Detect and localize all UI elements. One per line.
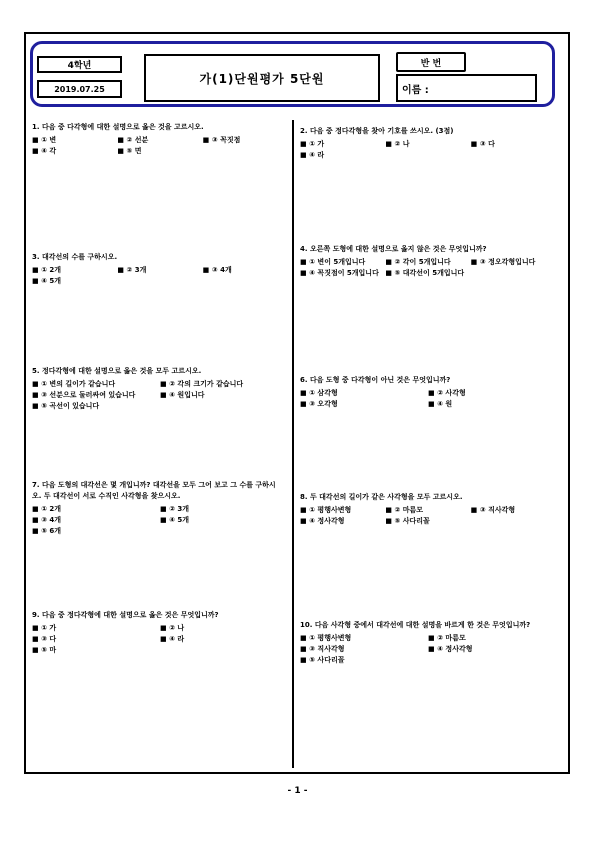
answer-option[interactable]: ■ ③ 직사각형 <box>300 644 422 655</box>
date-label: 2019.07.25 <box>37 80 122 98</box>
question-9 <box>32 610 282 656</box>
answer-option[interactable]: ■ ② 마름모 <box>428 633 550 644</box>
question-3 <box>32 252 282 287</box>
question-stem: 1. 다음 중 다각형에 대한 설명으로 옳은 것을 고르시오. <box>32 123 204 131</box>
question-stem: 4. 오른쪽 도형에 대한 설명으로 옳지 않은 것은 무엇입니까? <box>300 245 487 253</box>
answer-option[interactable]: ■ ③ 오각형 <box>300 399 422 410</box>
answer-option[interactable]: ■ ② 나 <box>385 139 464 150</box>
answer-option[interactable]: ■ ④ 원 <box>428 399 550 410</box>
answer-option[interactable]: ■ ⑤ 사다리꼴 <box>385 516 464 527</box>
name-field[interactable]: 이름 : <box>396 74 537 102</box>
answer-option[interactable]: ■ ① 2개 <box>32 265 111 276</box>
question-stem: 6. 다음 도형 중 다각형이 아닌 것은 무엇입니까? <box>300 376 451 384</box>
answer-option[interactable]: ■ ④ 원입니다 <box>160 390 282 401</box>
answer-option[interactable]: ■ ⑤ 대각선이 5개입니다 <box>385 268 464 279</box>
answer-option[interactable]: ■ ③ 다 <box>471 139 550 150</box>
answer-option[interactable]: ■ ① 변이 5개입니다 <box>300 257 379 268</box>
answer-option[interactable]: ■ ① 평행사변형 <box>300 633 422 644</box>
answer-option[interactable]: ■ ③ 4개 <box>203 265 282 276</box>
answer-option[interactable]: ■ ① 평행사변형 <box>300 505 379 516</box>
question-stem: 5. 정다각형에 대한 설명으로 옳은 것을 모두 고르시오. <box>32 367 202 375</box>
question-1 <box>32 122 282 157</box>
answer-option[interactable]: ■ ② 선분 <box>117 135 196 146</box>
answer-option[interactable]: ■ ④ 라 <box>300 150 379 161</box>
answer-option[interactable]: ■ ② 각이 5개입니다 <box>385 257 464 268</box>
answer-option[interactable]: ■ ⑤ 마 <box>32 645 154 656</box>
answer-option[interactable]: ■ ⑤ 곡선이 있습니다 <box>32 401 154 412</box>
answer-option[interactable]: ■ ① 가 <box>32 623 154 634</box>
question-stem: 3. 대각선의 수를 구하시오. <box>32 253 118 261</box>
answer-option[interactable]: ■ ④ 각 <box>32 146 111 157</box>
answer-option[interactable]: ■ ② 마름모 <box>385 505 464 516</box>
column-divider <box>292 120 294 768</box>
question-stem: 10. 다음 사각형 중에서 대각선에 대한 설명을 바르게 한 것은 무엇입니까? <box>300 621 531 629</box>
question-stem: 9. 다음 중 정다각형에 대한 설명으로 옳은 것은 무엇입니까? <box>32 611 219 619</box>
grade-label: 4학년 <box>37 56 122 73</box>
answer-option[interactable]: ■ ④ 5개 <box>160 515 282 526</box>
answer-option[interactable]: ■ ① 2개 <box>32 504 154 515</box>
answer-option[interactable]: ■ ④ 꼭짓점이 5개입니다 <box>300 268 379 279</box>
answer-option[interactable]: ■ ③ 선분으로 둘러싸여 있습니다 <box>32 390 154 401</box>
answer-option[interactable]: ■ ① 가 <box>300 139 379 150</box>
question-4 <box>300 244 550 279</box>
answer-option[interactable]: ■ ③ 다 <box>32 634 154 645</box>
answer-option[interactable]: ■ ④ 정사각형 <box>300 516 379 527</box>
question-8 <box>300 492 550 527</box>
answer-option[interactable]: ■ ② 각의 크기가 같습니다 <box>160 379 282 390</box>
question-stem: 7. 다음 도형의 대각선은 몇 개입니까? 대각선을 모두 그어 보고 그 수를 구하시오. 두 대각선이 서로 수직인 사각형을 찾으시오. <box>32 481 276 500</box>
answer-option[interactable]: ■ ① 삼각형 <box>300 388 422 399</box>
answer-option[interactable]: ■ ⑤ 사다리꼴 <box>300 655 422 666</box>
question-6 <box>300 375 550 410</box>
answer-option[interactable]: ■ ③ 직사각형 <box>471 505 550 516</box>
page-number: - 1 - <box>287 786 308 796</box>
answer-option[interactable]: ■ ① 변 <box>32 135 111 146</box>
answer-option[interactable]: ■ ③ 꼭짓점 <box>203 135 282 146</box>
answer-option[interactable]: ■ ③ 정오각형입니다 <box>471 257 550 268</box>
answer-option[interactable]: ■ ⑤ 6개 <box>32 526 154 537</box>
answer-option[interactable]: ■ ② 3개 <box>117 265 196 276</box>
question-10 <box>300 620 550 666</box>
question-stem: 2. 다음 중 정다각형을 찾아 기호를 쓰시오. (3점) <box>300 127 454 135</box>
answer-option[interactable]: ■ ④ 5개 <box>32 276 111 287</box>
page-title: 가(1)단원평가 5단원 <box>144 54 380 102</box>
answer-option[interactable]: ■ ⑤ 면 <box>117 146 196 157</box>
answer-option[interactable]: ■ ① 변의 길이가 같습니다 <box>32 379 154 390</box>
answer-option[interactable]: ■ ④ 정사각형 <box>428 644 550 655</box>
question-5 <box>32 366 282 412</box>
question-7 <box>32 480 282 537</box>
answer-option[interactable]: ■ ③ 4개 <box>32 515 154 526</box>
class-number-field[interactable]: 반 번 <box>396 52 466 72</box>
answer-option[interactable]: ■ ② 나 <box>160 623 282 634</box>
answer-option[interactable]: ■ ② 사각형 <box>428 388 550 399</box>
question-2 <box>300 126 550 161</box>
answer-option[interactable]: ■ ② 3개 <box>160 504 282 515</box>
question-stem: 8. 두 대각선의 길이가 같은 사각형을 모두 고르시오. <box>300 493 463 501</box>
answer-option[interactable]: ■ ④ 라 <box>160 634 282 645</box>
